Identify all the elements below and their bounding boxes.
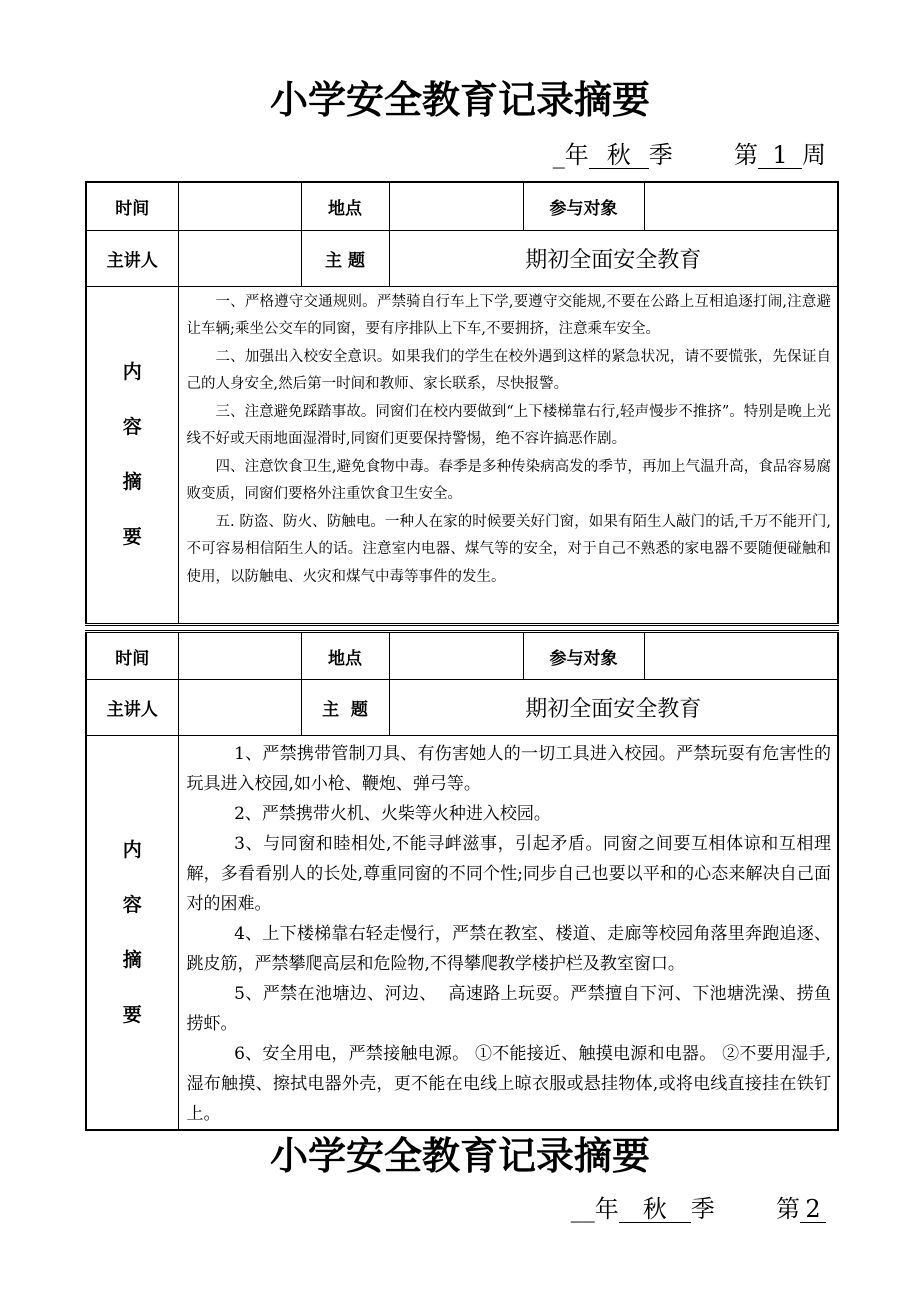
week-number: 1	[758, 142, 802, 169]
content-paragraph: 二、加强出入校安全意识。如果我们的学生在校外遇到这样的紧急状况，请不要慌张，先保证自己的人身安全,然后第一时间和教师、家长联系，尽快报警。	[186, 348, 831, 392]
season-label: 季	[648, 141, 673, 169]
time-value	[178, 182, 301, 230]
participants-label: 参与对象	[523, 632, 644, 680]
participants-value	[644, 182, 838, 230]
place-value	[389, 632, 523, 680]
week-suffix: 周	[802, 141, 826, 169]
theme-label: 主 题	[301, 230, 389, 286]
content-paragraph: 2、严禁携带火机、火柴等火种进入校园。	[234, 804, 551, 824]
time-label: 时间	[86, 182, 178, 230]
speaker-value	[178, 230, 301, 286]
participants-label: 参与对象	[523, 182, 644, 230]
content-paragraph: 4、上下楼梯靠右轻走慢行，严禁在教室、楼道、走廊等校园角落里奔跑追逐、跳皮筋，严禁攀爬高层和危险物,不得攀爬教学楼护栏及教室窗口。	[186, 924, 831, 974]
theme-label: 主 题	[301, 680, 389, 736]
content-paragraph: 四、注意饮食卫生,避免食物中毒。春季是多种传染病高发的季节，再加上气温升高，食品容易腐败变质，同窗们要格外注重饮食卫生安全。	[186, 458, 831, 502]
place-value	[389, 182, 523, 230]
content-paragraph: 5、严禁在池塘边、河边、 高速路上玩耍。严禁擅自下河、下池塘洗澡、捞鱼捞虾。	[186, 984, 831, 1034]
content-paragraph: 三、注意避免踩踏事故。同窗们在校内要做到“上下楼梯靠右行,轻声慢步不推挤”。特别是晚上光线不好或天雨地面湿滑时,同窗们更要保持警惕，绝不容许搞恶作剧。	[186, 403, 831, 447]
participants-value	[644, 632, 838, 680]
content-summary-label: 内 容 摘 要	[86, 736, 178, 1131]
year-label: _年	[552, 141, 589, 169]
year-label: __年	[570, 1195, 619, 1223]
page-title-2: 小学安全教育记录摘要	[269, 1134, 650, 1178]
content-paragraph: 1、严禁携带管制刀具、有伤害她人的一切工具进入校园。严禁玩耍有危害性的玩具进入校园,如小枪、鞭炮、弹弓等。	[186, 744, 831, 794]
page-title: 小学安全教育记录摘要	[269, 78, 650, 122]
week-prefix: 第	[734, 141, 758, 169]
content-summary	[178, 736, 838, 1131]
place-label: 地点	[301, 632, 389, 680]
content-paragraph: 一、严格遵守交通规则。严禁骑自行车上下学,要遵守交能规,不要在公路上互相追逐打闹,注意避让车辆;乘坐公交车的同窗，要有序排队上下车,不要拥挤，注意乘车安全。	[186, 293, 831, 337]
season-value: 秋	[619, 1196, 691, 1223]
content-paragraph: 3、与同窗和睦相处,不能寻衅滋事，引起矛盾。同窗之间要互相体谅和互相理解，多看看别人的长处,尊重同窗的不同个性;同步自己也要以平和的心态来解决自己面对的困难。	[186, 834, 831, 914]
theme-value: 期初全面安全教育	[389, 230, 838, 286]
season-label: 季	[690, 1195, 715, 1223]
time-label: 时间	[86, 632, 178, 680]
week-info	[553, 140, 826, 170]
content-paragraph: 五. 防盗、防火、防触电。一种人在家的时候要关好门窗，如果有陌生人敲门的话,千万不能开门,不可容易相信陌生人的话。注意室内电器、煤气等的安全，对于自己不熟悉的家电器不要随便碰触和使用，以防触电、火灾和煤气中毒等事件的发生。	[186, 513, 831, 585]
speaker-value	[178, 680, 301, 736]
time-value	[178, 632, 301, 680]
week-number: 2	[800, 1196, 826, 1223]
content-paragraph: 6、安全用电，严禁接触电源。 ①不能接近、触摸电源和电器。 ②不要用湿手,湿布触摸、擦拭电器外壳，更不能在电线上晾衣服或悬挂物体,或将电线直接挂在铁钉上。	[186, 1044, 831, 1124]
record-table-1	[85, 181, 839, 626]
speaker-label: 主讲人	[86, 680, 178, 736]
season-value: 秋	[589, 142, 649, 169]
speaker-label: 主讲人	[86, 230, 178, 286]
week-prefix: 第	[776, 1195, 800, 1223]
content-summary-label: 内 容 摘 要	[86, 286, 178, 624]
week-info-2	[571, 1194, 826, 1224]
content-summary	[178, 286, 838, 624]
theme-value: 期初全面安全教育	[389, 680, 838, 736]
place-label: 地点	[301, 182, 389, 230]
record-table-2	[85, 630, 839, 1131]
